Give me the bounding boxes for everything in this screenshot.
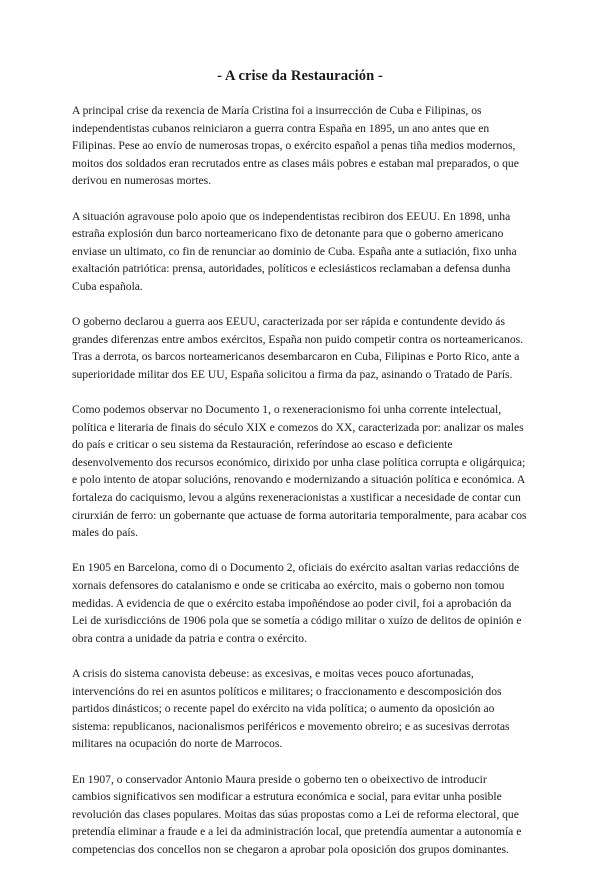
paragraph-4: Como podemos observar no Documento 1, o rexeneracionismo foi unha corrente intelectual, política e literaria de finais do século XIX e comezos do XX, caracterizada por: analizar os males do país e criticar o seu sistema da Restauración, referíndose ao escaso e deficiente desenvolvemento dos recursos económico, dirixido por unha clase política corrupta e oligárquica; e polo intento de atopar solucións, renovando e modernizando a situación política e económica. A fortaleza do caciquismo, levou a algúns rexeneracionistas a xustificar a necesidade de contar cun cirurxián de ferro: un gobernante que actuase de forma autoritaria temporalmente, para acabar cos males do país. <box>72 403 527 540</box>
paragraph-7: En 1907, o conservador Antonio Maura preside o goberno ten o obeixectivo de introducir cambios significativos sen modificar a estrutura económica e social, para evitar unha posible revolución das clases populares. Moitas das súas propostas como a Lei de reforma electoral, que pretendía eliminar a fraude e a lei da administración local, que pretendía aumentar a autonomía e competencias dos concellos non se chegaron a aprobar pola oposición dos grupos dominantes. <box>72 772 522 856</box>
paragraph-6: A crisis do sistema canovista debeuse: as excesivas, e moitas veces pouco afortunadas, intervencións do rei en asuntos políticos e militares; o fraccionamento e descomposición dos partidos dinásticos; o recente papel do exército na vida política; o aumento da oposición ao sistema: republicanos, nacionalismos periféricos e movemento obreiro; e as sucesivas derrotas militares na ocupación do norte de Marrocos. <box>72 667 510 751</box>
document-title: - A crise da Restauración - <box>217 68 383 84</box>
paragraph-5: En 1905 en Barcelona, como di o Documento 2, oficiais do exército asaltan varias redaccións de xornais defensores do catalanismo e onde se criticaba ao exército, mais o goberno non tomou medidas. A evidencia de que o exército estaba impoñéndose ao poder civil, foi a aprobación da Lei de xurisdiccións de 1906 pola que se sometía a código militar o xuízo de delitos de opinión e obra contra a unidade da patria e contra o exército. <box>72 561 522 645</box>
paragraph-1: A principal crise da rexencia de María Cristina foi a insurrección de Cuba e Filipinas, os independentistas cubanos reiniciaron a guerra contra España en 1895, un ano antes que en Filipinas. Pese ao envío de numerosas tropas, o exército español a penas tiña medios modernos, moitos dos soldados eran recrutados entre as clases máis pobres e estaban mal preparados, o que derivou en numerosas mortes. <box>72 104 519 188</box>
paragraph-3: O goberno declarou a guerra aos EEUU, caracterizada por ser rápida e contundente devido ás grandes diferenzas entre ambos exércitos, España non puido competir contra os norteamericanos. Tras a derrota, os barcos norteamericanos desembarcaron en Cuba, Filipinas e Porto Rico, ante a superioridade militar dos EE UU, España solicitou a firma da paz, asinando o Tratado de París. <box>72 315 524 381</box>
paragraph-2: A situación agravouse polo apoio que os independentistas recibiron dos EEUU. En 1898, unha estraña explosión dun barco norteamericano fixo de detonante para que o goberno americano enviase un ultimato, co fin de renunciar ao dominio de Cuba. España ante a sutiación, fixo unha exaltación patriótica: prensa, autoridades, políticos e eclesiásticos reclamaban a defensa dunha Cuba española. <box>72 209 517 293</box>
document-page <box>72 68 528 876</box>
